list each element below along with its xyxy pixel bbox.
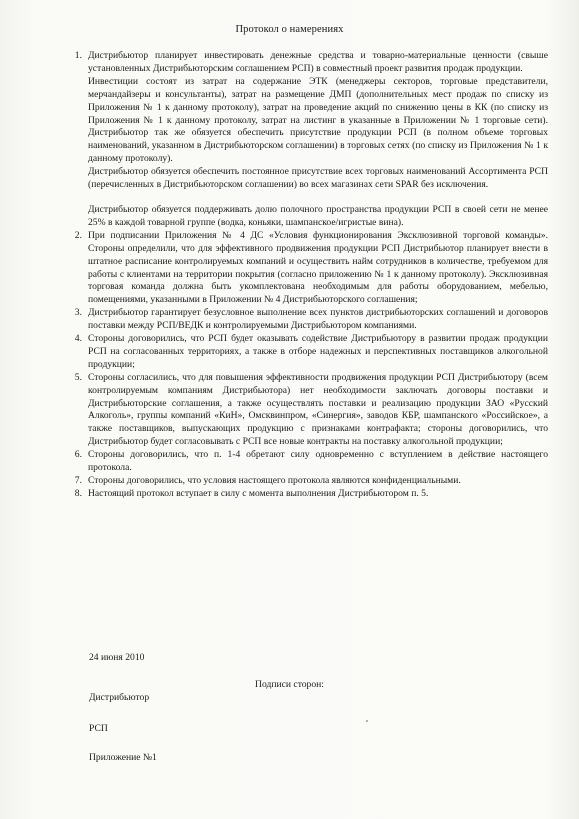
list-item	[62, 488, 548, 501]
list-item-paragraph: Стороны договорились, что РСП будет оказывать содействие Дистрибьютору в развитии продаж продукции РСП на согласованных территориях, а также в отборе надежных и перспективных поставщиков алкогольной продукции;	[88, 333, 548, 370]
list-item-paragraph: При подписании Приложения № 4 ДС «Условия функционирования Эксклюзивной торговой команды». Стороны определили, что для эффективного продвижения продукции РСП Дистрибьютор планирует внести в штатное расписание контролируемых компаний и осуществить найм сотрудников в количестве, требуемом для работы с клиентами на территории покрытия (согласно приложению № 1 к данному протоколу). Эксклюзивная торговая команда должна быть укомплектована необходимым для работы оборудованием, мебелью, помещениями, указанными в Приложении № 4 Дистрибьюторского соглашения;	[88, 229, 548, 306]
list-item-paragraph: Дистрибьютор гарантирует безусловное выполнение всех пунктов дистрибьюторских соглашений и договоров поставки между РСП/ВЕДК и контролируемыми Дистрибьютором компаниями.	[88, 307, 548, 332]
list-item-number: 4.	[74, 333, 82, 345]
document-date: 24 июня 2010	[89, 652, 145, 663]
list-item-paragraph: Инвестиции состоят из затрат на содержание ЭТК (менеджеры секторов, торговые представители, мерчандайзеры и консультанты), затрат на размещение ДМП (дополнительных мест продаж по списку из Приложения № 1 к данному протоколу), затрат на проведение акций по снижению цены в КК (по списку из Приложения № 1 к данному протоколу, затрат на листинг в указанные в Приложении № 1 торговые сети). Дистрибьютор так же обязуется обеспечить присутствие продукции РСП (в полном объеме торговых наименований, указанном в Дистрибьюторском соглашении) в торговых сетях (по списку из Приложения № 1 к данному протоколу).	[88, 75, 548, 165]
list-item	[62, 449, 548, 475]
list-item-paragraph: Дистрибьютор обязуется поддерживать долю полочного пространства продукции РСП в своей сети не менее 25% в каждой товарной группе (водка, коньяки, шампанское/игристые вина).	[88, 203, 548, 228]
list-item-number: 6.	[74, 449, 82, 461]
list-item	[62, 50, 548, 230]
list-item-number: 8.	[74, 487, 82, 499]
list-item-number: 5.	[74, 371, 82, 383]
list-item-number: 3.	[74, 307, 82, 319]
list-item-number: 7.	[74, 475, 82, 486]
list-item-paragraph: Стороны договорились, что условия настоящего протокола являются конфиденциальными.	[88, 475, 461, 486]
signatures-heading: Подписи сторон:	[255, 679, 324, 690]
list-item	[62, 372, 548, 449]
list-item-paragraph: Настоящий протокол вступает в силу с момента выполнения Дистрибьютором п. 5.	[88, 487, 429, 499]
list-item	[62, 333, 548, 372]
list-item-paragraph: Стороны согласились, что для повышения эффективности продвижения продукции РСП Дистрибьютору (всем контролируемым компаниям Дистрибьютора) нет необходимости заключать договоры поставки и Дистрибьюторские соглашения, а также осуществлять поставки и реализацию продукции ЗАО «Русский Алкоголь», группы компаний «КиН», Омсквинпром, «Синергия», заводов КБР, шампанского «Российское», а также поставщиков, выпускающих продукцию с признаками контрафакта; стороны договорились, что Дистрибьютор будет согласовывать с РСП все новые контракты на поставку алкогольной продукции;	[88, 371, 548, 448]
signatory-rsp: РСП	[89, 723, 108, 734]
scan-speck	[366, 720, 368, 722]
paragraph-gap	[88, 192, 548, 204]
signatory-distributor: Дистрибьютор	[89, 692, 150, 703]
numbered-list	[62, 50, 548, 501]
list-item	[62, 230, 548, 307]
list-item-paragraph: Дистрибьютор планирует инвестировать денежные средства и товарно-материальные ценности (свыше установленных Дистрибьюторским соглашением РСП) в совместный проект развития продаж продукции.	[88, 50, 548, 74]
list-item-number: 1.	[74, 50, 82, 61]
list-item-number: 2.	[74, 229, 82, 241]
list-item-paragraph: Дистрибьютор обязуется обеспечить постоянное присутствие всех торговых наименований Ассортимента РСП (перечисленных в Дистрибьюторском соглашении) во всех магазинах сети SPAR без исключения.	[88, 166, 548, 191]
list-item	[62, 475, 548, 488]
appendix-label: Приложение №1	[89, 752, 157, 763]
list-item-paragraph: Стороны договорились, что п. 1-4 обретают силу одновременно с вступлением в действие настоящего протокола.	[88, 449, 548, 474]
document-title: Протокол о намерениях	[235, 24, 344, 35]
list-item	[62, 307, 548, 333]
